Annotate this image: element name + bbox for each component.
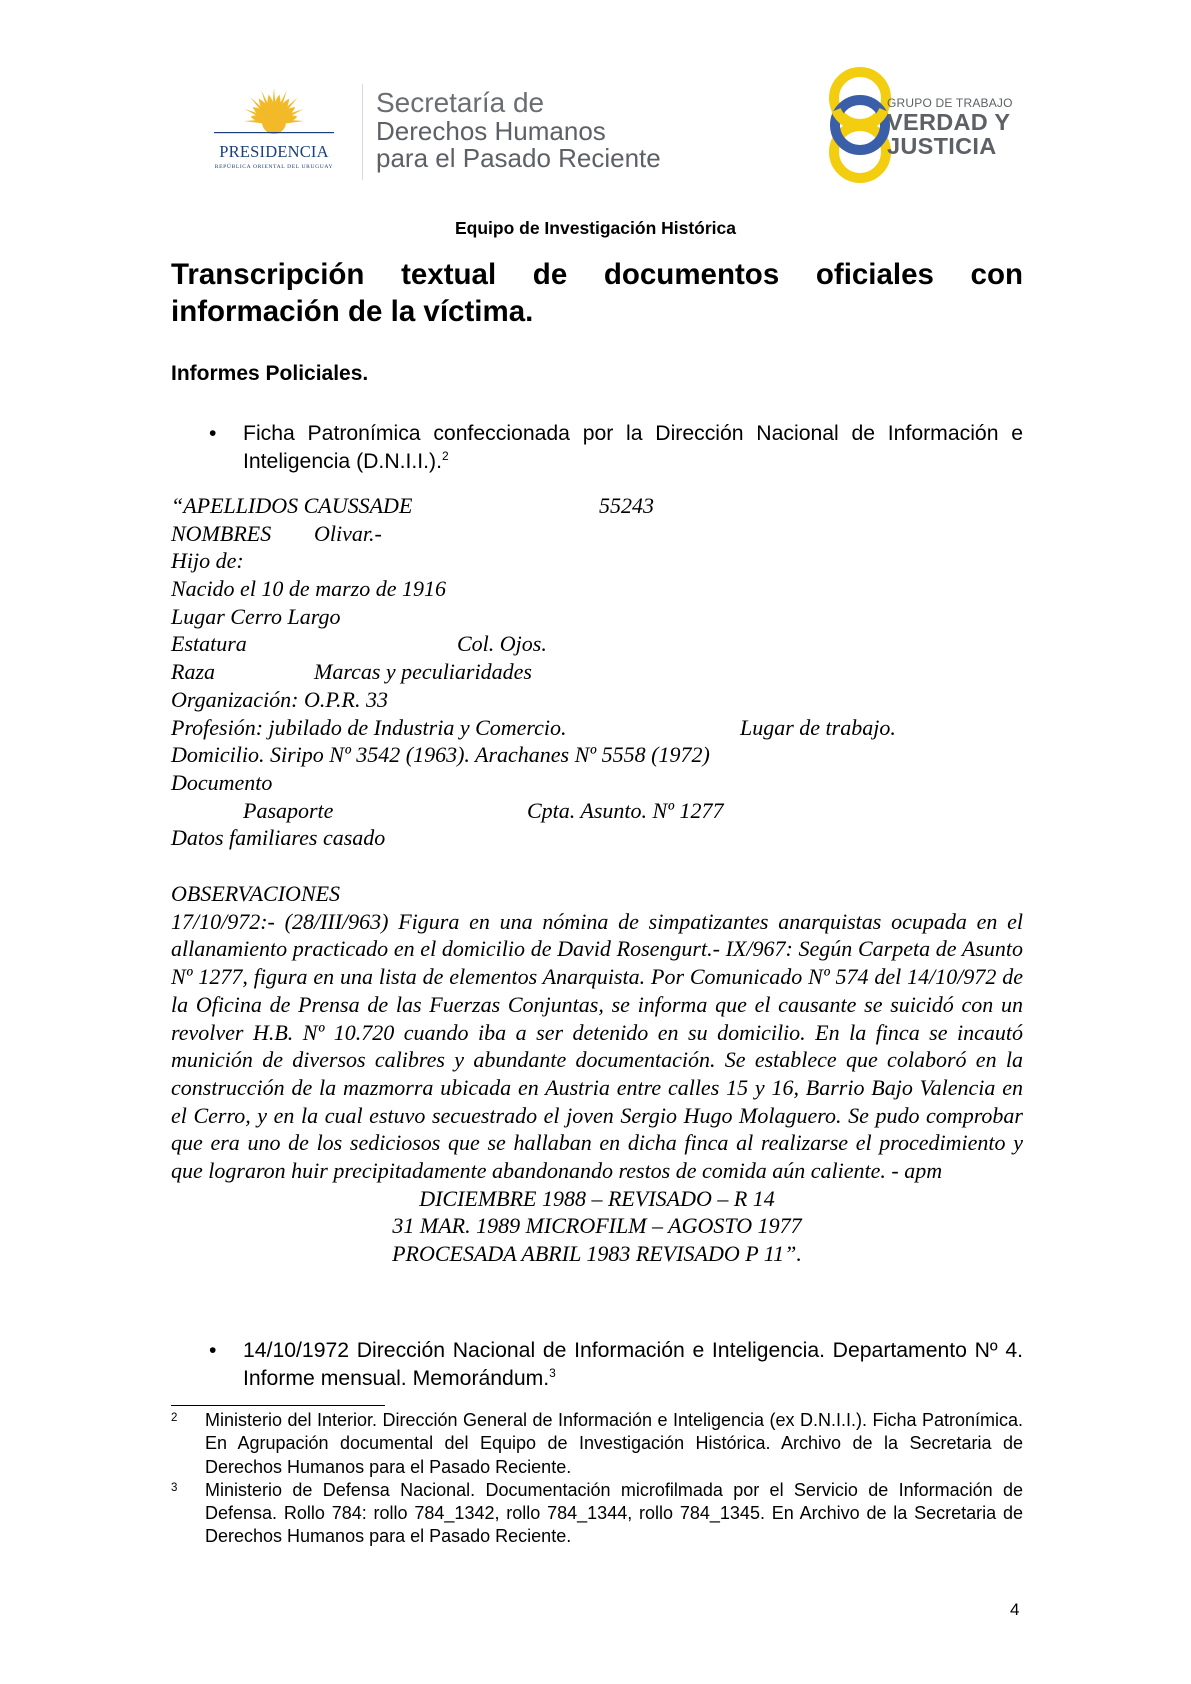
gtvj-line-2: JUSTICIA <box>887 133 997 159</box>
presidencia-logo <box>196 84 352 176</box>
ficha-patronimica <box>171 492 1023 852</box>
sun-emblem-icon <box>196 84 352 144</box>
page-number: 4 <box>1010 1600 1020 1619</box>
ficha-nombres-value: Olivar.- <box>314 520 382 546</box>
ficha-profesion: Profesión: jubilado de Industria y Comercio. <box>171 714 567 740</box>
secretaria-line-1: Secretaría de <box>376 87 545 118</box>
footnote-number: 2 <box>171 1412 178 1424</box>
ficha-carpeta-asunto: Cpta. Asunto. Nº 1277 <box>527 797 724 823</box>
ficha-ojos: Col. Ojos. <box>457 631 547 657</box>
footnote-number: 3 <box>171 1481 178 1494</box>
ficha-numero: 55243 <box>599 493 654 518</box>
ficha-documento: Documento <box>171 769 273 795</box>
bullet-item <box>171 420 1023 476</box>
gtvj-logo-text <box>887 96 1013 158</box>
ficha-pasaporte: Pasaporte <box>243 797 334 823</box>
ficha-nombres-label: NOMBRES <box>171 520 272 546</box>
bullet-icon: • <box>209 422 217 445</box>
ficha-marcas: Marcas y peculiaridades <box>314 659 532 685</box>
gtvj-small-label: GRUPO DE TRABAJO <box>887 96 1013 110</box>
ficha-lugar-trabajo: Lugar de trabajo. <box>740 714 896 740</box>
header-divider <box>362 84 363 180</box>
footnote-ref[interactable]: 3 <box>549 1365 556 1380</box>
ficha-organizacion: Organización: O.P.R. 33 <box>171 686 388 712</box>
observaciones-heading: OBSERVACIONES <box>171 881 341 906</box>
ficha-apellidos: “APELLIDOS CAUSSADE <box>171 493 413 518</box>
ficha-lugar: Lugar Cerro Largo <box>171 603 341 629</box>
footnote-text: Ministerio del Interior. Dirección General de Información e Inteligencia (ex D.N.I.I.). Ficha Patronímica. En Agrupación documental del Equipo de Investigación Histórica. Archivo de la Secretaria de Derechos Humanos para el Pasado Reciente. <box>205 1410 1023 1477</box>
revision-line-3: PROCESADA ABRIL 1983 REVISADO P 11”. <box>392 1241 802 1267</box>
footnotes <box>171 1409 1023 1549</box>
gtvj-line-1: VERDAD Y <box>887 109 1011 135</box>
presidencia-subtitle: REPÚBLICA ORIENTAL DEL URUGUAY <box>214 164 334 170</box>
ficha-nacido: Nacido el 10 de marzo de 1916 <box>171 576 446 602</box>
revision-line-2: 31 MAR. 1989 MICROFILM – AGOSTO 1977 <box>392 1213 802 1239</box>
observaciones-block <box>171 880 1023 1268</box>
footnote <box>171 1409 1023 1479</box>
revision-line-1: DICIEMBRE 1988 – REVISADO – R 14 <box>419 1185 775 1211</box>
footnote <box>171 1479 1023 1549</box>
ficha-estatura: Estatura <box>171 631 247 657</box>
ficha-domicilio: Domicilio. Siripo Nº 3542 (1963). Arachanes Nº 5558 (1972) <box>171 742 710 768</box>
ficha-hijo-de: Hijo de: <box>171 548 244 574</box>
footnote-text: Ministerio de Defensa Nacional. Documentación microfilmada por el Servicio de Información de Defensa. Rollo 784: rollo 784_1342, rollo 784_1344, rollo 784_1345. En Archivo de la Secretaria de Derechos Humanos para el Pasado Reciente. <box>205 1479 1023 1547</box>
bullet-item <box>171 1337 1023 1393</box>
bullet-icon: • <box>209 1339 217 1362</box>
bullet-text: 14/10/1972 Dirección Nacional de Información e Inteligencia. Departamento Nº 4. Informe mensual. Memorándum. <box>243 1339 1023 1390</box>
secretaria-logo-text <box>376 88 661 172</box>
team-heading: Equipo de Investigación Histórica <box>454 218 737 238</box>
bullet-text: Ficha Patronímica confeccionada por la Dirección Nacional de Información e Inteligencia (D.N.I.I.). <box>243 422 1023 473</box>
secretaria-line-2: Derechos Humanos <box>376 116 606 146</box>
ficha-datos-familiares: Datos familiares casado <box>171 825 386 851</box>
footnote-rule <box>171 1405 385 1406</box>
section-subtitle: Informes Policiales. <box>171 362 369 385</box>
footnote-ref[interactable]: 2 <box>442 448 449 463</box>
presidencia-name: PRESIDENCIA <box>219 142 329 161</box>
ficha-raza: Raza <box>171 659 215 685</box>
secretaria-line-3: para el Pasado Reciente <box>376 143 661 173</box>
observaciones-text: 17/10/972:- (28/III/963) Figura en una nómina de simpatizantes anarquistas ocupada en el allanamiento practicado en el domicilio de David Rosengurt.- IX/967: Según Carpeta de Asunto Nº 1277, figura en una lista de elementos Anarquista. Por Comunicado Nº 574 del 14/10/972 de la Oficina de Prensa de las Fuerzas Conjuntas, se informa que el causante se suicidó con un revolver H.B. Nº 10.720 cuando iba a ser detenido en su domicilio. En la finca se incautó munición de diversos calibres y abundante documentación. Se establece que colaboró en la construcción de la mazmorra ubicada en Austria entre calles 15 y 16, Barrio Bajo Valencia en el Cerro, y en la cual estuvo secuestrado el joven Sergio Hugo Molaguero. Se pudo comprobar que era uno de los sediciosos que se hallaban en dicha finca al realizarse el procedimiento y que lograron huir precipitadamente abandonando restos de comida aún caliente. - apm <box>171 908 1023 1184</box>
page-title: Transcripción textual de documentos oficiales con información de la víctima. <box>171 258 1023 328</box>
